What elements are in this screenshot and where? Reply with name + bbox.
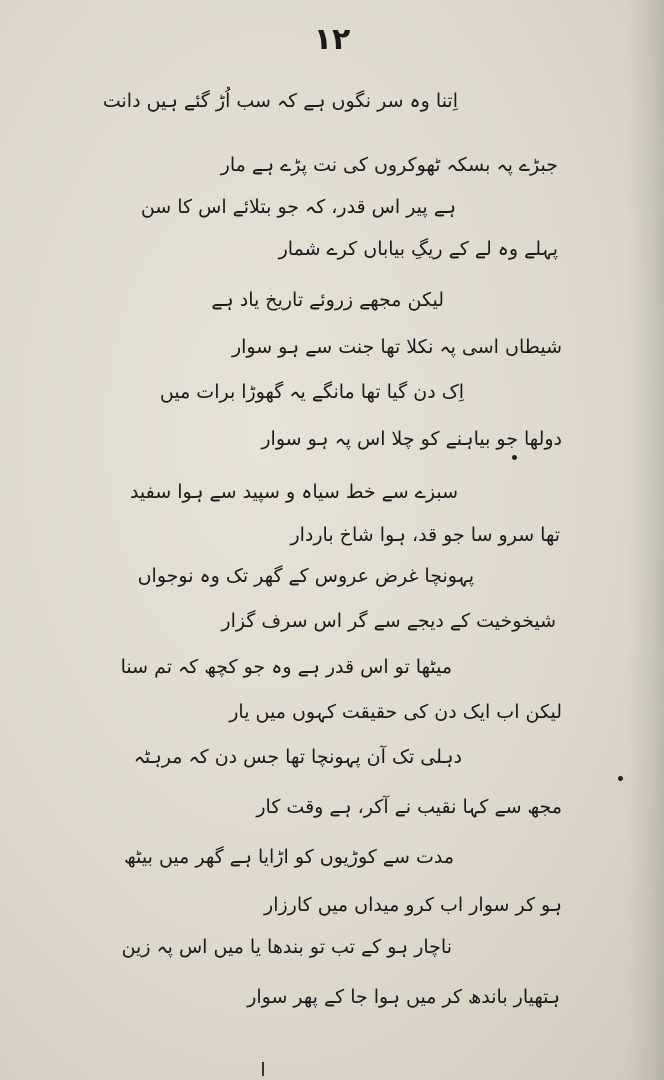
ink-mark — [262, 1062, 264, 1076]
verse-line-7: اِک دن گیا تھا مانگے یہ گھوڑا برات میں — [159, 381, 464, 403]
verse-line-12: شیخوخیت کے دیجے سے گر اس سرف گزار — [221, 610, 556, 632]
ink-dot — [512, 455, 517, 460]
verse-line-8: دولھا جو بیاہنے کو چلا اس پہ ہو سوار — [261, 428, 562, 450]
verse-line-1: اِتنا وہ سر نگوں ہے کہ سب اُڑ گئے ہیں دانت — [102, 90, 458, 112]
verse-line-17: مدت سے کوڑیوں کو اڑایا ہے گھر میں بیٹھ — [124, 846, 454, 868]
verse-line-4: پہلے وہ لے کے ریگِ بیاباں کرے شمار — [278, 238, 558, 260]
verse-line-6: شیطاں اسی پہ نکلا تھا جنت سے ہو سوار — [231, 336, 562, 358]
verse-line-14: لیکن اب ایک دن کی حقیقت کہوں میں یار — [229, 701, 562, 723]
verse-line-2: جبڑے پہ بسکہ ٹھوکروں کی نت پڑے ہے مار — [220, 154, 558, 176]
page-number: ۱۲ — [313, 22, 351, 57]
verse-line-9: سبزے سے خط سیاہ و سپید سے ہوا سفید — [129, 481, 458, 503]
verse-line-20: ہتھیار باندھ کر میں ہوا جا کے پھر سوار — [247, 986, 560, 1008]
verse-line-10: تھا سرو سا جو قد، ہوا شاخ باردار — [290, 524, 560, 546]
ink-dot — [618, 776, 623, 781]
verse-line-18: ہو کر سوار اب کرو میداں میں کارزار — [264, 894, 562, 916]
verse-line-16: مجھ سے کہا نقیب نے آکر، ہے وقت کار — [256, 796, 562, 818]
verse-line-5: لیکن مجھے زروئے تاریخ یاد ہے — [211, 289, 444, 311]
verse-line-19: ناچار ہو کے تب تو بندھا یا میں اس پہ زین — [121, 936, 452, 958]
page-edge-shadow — [628, 0, 664, 1080]
verse-line-3: ہے پیر اس قدر، کہ جو بتلائے اس کا سن — [140, 196, 456, 218]
verse-line-11: پہونچا غرض عروس کے گھر تک وہ نوجواں — [137, 565, 474, 587]
verse-line-15: دہلی تک آن پہونچا تھا جس دن کہ مرہٹہ — [133, 746, 462, 768]
verse-line-13: میٹھا تو اس قدر ہے وہ جو کچھ کہ تم سنا — [120, 656, 452, 678]
